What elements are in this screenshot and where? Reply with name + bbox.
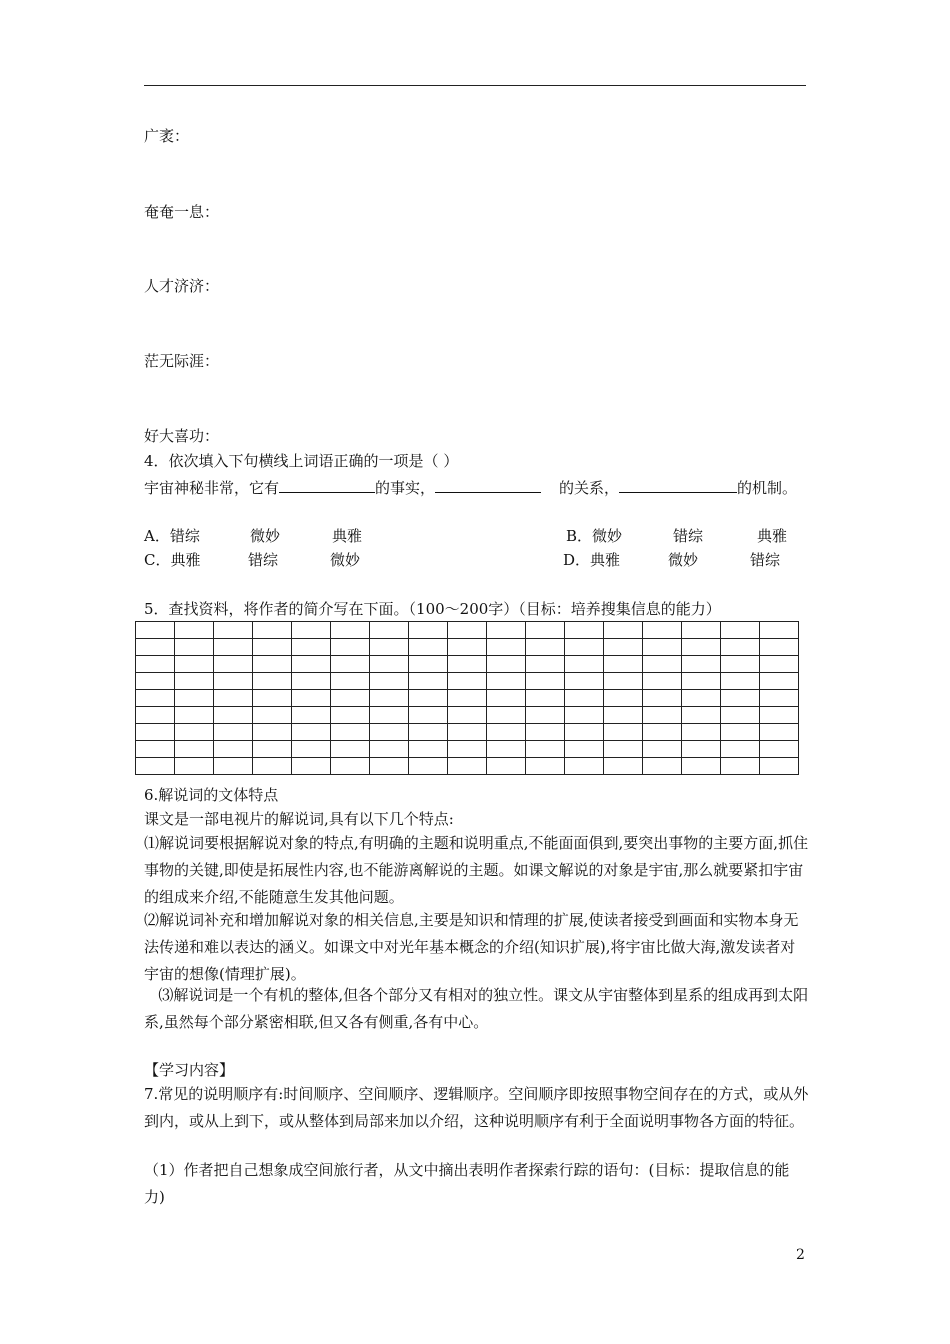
question-5-stem: 5．查找资料，将作者的简介写在下面。（100～200字）（目标：培养搜集信息的能力） <box>144 600 721 618</box>
question-4-sentence <box>144 476 797 498</box>
vocab-haodaxigong: 好大喜功： <box>144 427 220 445</box>
option-d[interactable]: D．典雅 微妙 错综 <box>563 551 781 569</box>
question-6-intro: 课文是一部电视片的解说词,具有以下几个特点: <box>144 810 454 828</box>
vocab-guangmao: 广袤： <box>144 127 190 145</box>
section-heading: 【学习内容】 <box>144 1061 235 1079</box>
question-4-stem: 4．依次填入下句横线上词语正确的一项是（ ） <box>144 452 459 470</box>
option-a[interactable]: A．错综 微妙 典雅 <box>144 527 363 545</box>
sentence-part-4: 的机制。 <box>737 479 798 497</box>
header-rule <box>144 85 806 86</box>
page-number: 2 <box>796 1247 805 1263</box>
option-b[interactable]: B．微妙 错综 典雅 <box>566 527 788 545</box>
vocab-rencaijiji: 人才济济： <box>144 277 220 295</box>
question-6-point-3: ⑶解说词是一个有机的整体,但各个部分又有相对的独立性。课文从宇宙整体到星系的组成再到太阳系,虽然每个部分紧密相联,但又各有侧重,各有中心。 <box>144 986 809 1031</box>
sentence-part-1: 宇宙神秘非常，它有 <box>144 479 280 497</box>
vocab-mangwujiya: 茫无际涯： <box>144 352 220 370</box>
writing-grid[interactable] <box>135 621 799 775</box>
question-7-text: 7.常见的说明顺序有:时间顺序、空间顺序、逻辑顺序。空间顺序即按照事物空间存在的方式，或从外到内，或从上到下，或从整体到局部来加以介绍，这种说明顺序有利于全面说明事物各方面的特征。 <box>144 1085 809 1130</box>
fill-blank-2[interactable] <box>435 476 541 493</box>
sentence-part-2: 的事实， <box>375 479 436 497</box>
question-7-subquestion-1: （1）作者把自己想象成空间旅行者，从文中摘出表明作者探索行踪的语句：(目标：提取信息的能力) <box>144 1161 790 1206</box>
fill-blank-3[interactable] <box>619 476 737 493</box>
question-6-point-1: ⑴解说词要根据解说对象的特点,有明确的主题和说明重点,不能面面俱到,要突出事物的主要方面,抓住事物的关键,即使是拓展性内容,也不能游离解说的主题。如课文解说的对象是宇宙,那么就要紧扣宇宙的组成来介绍,不能随意生发其他问题。 <box>144 834 809 906</box>
fill-blank-1[interactable] <box>279 476 375 493</box>
question-6-title: 6.解说词的文体特点 <box>144 786 279 804</box>
sentence-part-3: 的关系， <box>559 479 620 497</box>
question-6-point-2: ⑵解说词补充和增加解说对象的相关信息,主要是知识和情理的扩展,使读者接受到画面和实物本身无法传递和难以表达的涵义。如课文中对光年基本概念的介绍(知识扩展),将宇宙比做大海,激发读者对宇宙的想像(情理扩展)。 <box>144 911 799 983</box>
option-c[interactable]: C．典雅 错综 微妙 <box>144 551 361 569</box>
vocab-yanyanyixi: 奄奄一息： <box>144 203 220 221</box>
